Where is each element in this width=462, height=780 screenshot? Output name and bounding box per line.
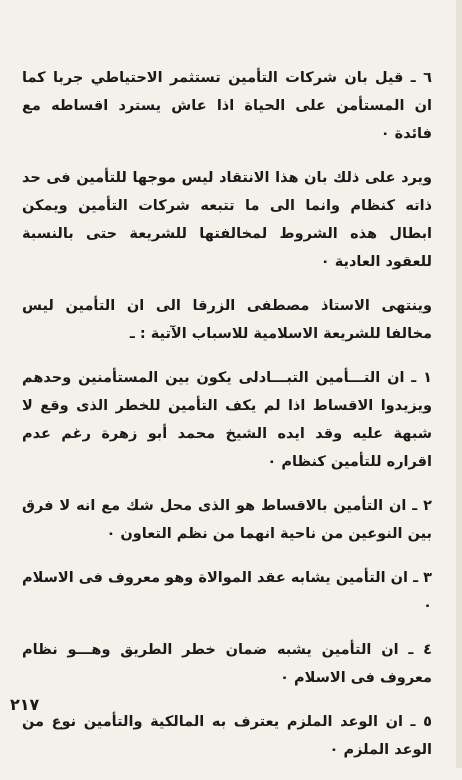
paragraph-zarqa-conclusion: وينتهى الاستاذ مصطفى الزرقا الى ان التأمين ليس مخالفا للشريعة الاسلامية للاسباب الآتية : ـ — [22, 298, 432, 342]
list-item-reason-4: ٤ ـ ان التأمين يشبه ضمان خطر الطريق وهـــو نظام معروف فى الاسلام ٠ — [22, 642, 432, 686]
paragraph-rebuttal: ويرد على ذلك بان هذا الانتقاد ليس موجها للتأمين فى حد ذاته كنظام وانما الى ما تتبعه شركات التأمين ويمكن ابطال هذه الشروط لمخالفتها للشريعة حتى بالنسبة للعقود العادية ٠ — [22, 170, 432, 270]
list-item-reason-1: ١ ـ ان التـــأمين التبـــادلى يكون بين المستأمنين وحدهم ويزيدوا الاقساط اذا لم يكف التأمين للخطر الذى وقع لا شبهة عليه وقد ايده الشيخ محمد أبو زهرة رغم عدم اقراره للتأمين كنظام ٠ — [22, 370, 432, 470]
list-item-reason-2: ٢ ـ ان التأمين بالاقساط هو الذى محل شك مع انه لا فرق بين النوعين من ناحية انهما من نظم التعاون ٠ — [22, 498, 432, 542]
page-edge-shadow — [456, 0, 462, 768]
paragraph-investment-objection: ٦ ـ قيل بان شركات التأمين تستثمر الاحتياطي جربا كما ان المستأمن على الحياة اذا عاش يسترد اقساطه مع فائدة ٠ — [22, 70, 432, 142]
page-number: ٢١٧ — [10, 695, 40, 714]
list-item-reason-5: ٥ ـ ان الوعد الملزم يعترف به المالكية والتأمين نوع من الوعد الملزم ٠ — [22, 714, 432, 758]
body-text — [22, 64, 432, 780]
list-item-reason-3: ٣ ـ ان التأمين يشابه عقد الموالاة وهو معروف فى الاسلام ٠ — [22, 570, 432, 614]
